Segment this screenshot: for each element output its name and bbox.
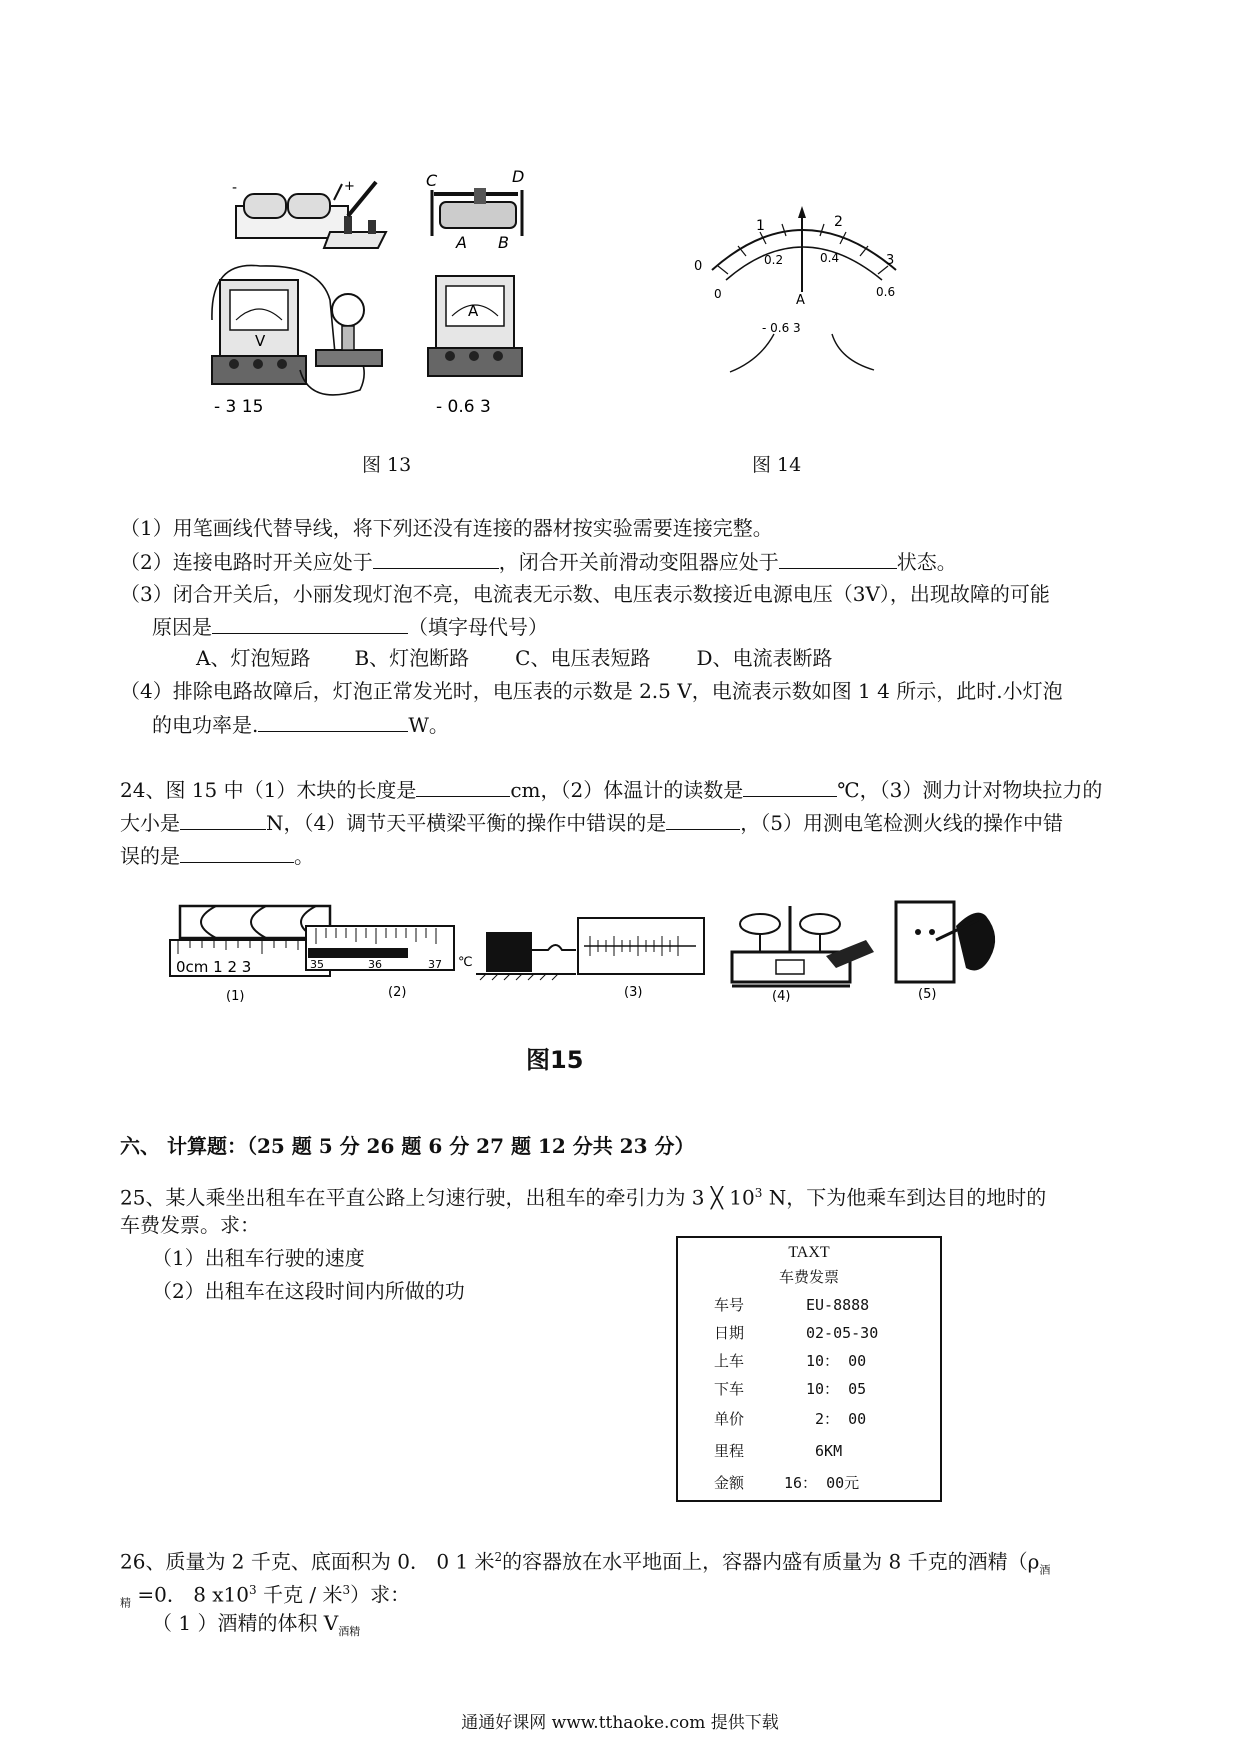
q25-sub2: （2）出租车在这段时间内所做的功 [152,1279,465,1303]
receipt-row: 下车 10： 05 [714,1380,867,1398]
answer-blank[interactable] [212,613,408,634]
q24-line2: 大小是 N，（4）调节天平横梁平衡的操作中错误的是 ，（5）用测电笔检测火线的操作中错 [120,811,1063,835]
footer-credit: 通通好课网 www.tthaoke.com 提供下载 [461,1713,779,1733]
option-d: D、电流表断路 [696,646,833,670]
rheostat-label-b: B [498,233,509,252]
spring-scale-icon [476,918,704,980]
voltmeter-terminals: - 3 15 [214,397,264,417]
balance-icon [732,906,874,986]
figure-15 [166,896,1086,1016]
dial-bottom-0: 0 [714,287,722,301]
option-b: B、灯泡断路 [354,646,470,670]
q26-sub1: （ 1 ）酒精的体积 $V_{酒精}$ [152,1611,361,1638]
q24-line1: 24、图 15 中（1）木块的长度是 cm，（2）体温计的读数是 ℃，（3）测力计对物块拉力的 [120,778,1103,802]
therm-unit: ℃ [458,955,473,970]
q25-line1: 25、某人乘坐出租车在平直公路上匀速行驶，出租车的牵引力为 3 ╳ $10^3$ N，下为他乘车到达目的地时的 [120,1185,1047,1210]
ruler-scale-label: 0cm 1 2 3 [176,958,252,976]
dial-bottom-06: 0.6 [876,285,896,299]
dial-top-0: 0 [694,259,703,274]
receipt-subtitle: 车费发票 [778,1268,839,1286]
fig15-sub-5: (5) [918,987,937,1002]
ammeter-icon [428,276,522,376]
rheostat-icon [432,188,522,236]
fig13-caption: 图 13 [362,454,412,476]
q23-part3-line2: 原因是 （填字母代号） [152,615,548,639]
voltmeter-v-label: V [255,332,266,350]
answer-blank[interactable] [373,548,499,569]
fig15-sub-3: (3) [624,985,643,1000]
q23-options [196,645,833,671]
dial-top-2: 2 [834,214,843,230]
receipt-title: TAXT [788,1244,830,1261]
battery-minus-label: - [232,180,238,196]
answer-blank[interactable] [180,842,294,863]
section6-title: 六、 计算题：（25 题 5 分 26 题 6 分 27 题 12 分共 23 分） [120,1134,695,1158]
figure-14 [690,200,930,380]
dial-top-1: 1 [756,218,765,234]
lamp-icon [316,294,382,366]
thermometer-icon [306,926,473,971]
dial-bottom-04: 0.4 [820,251,840,265]
receipt-row: 日期 02-05-30 [714,1324,879,1342]
fig15-sub-2: (2) [388,985,407,1000]
receipt-row: 车号 EU-8888 [714,1296,870,1314]
therm-tick-36: 36 [368,958,382,971]
option-c: C、电压表短路 [515,646,651,670]
test-pen-icon [896,902,995,982]
receipt-row: 上车 10： 00 [714,1352,867,1370]
dial-unit: A [796,293,805,308]
answer-blank[interactable] [258,711,408,732]
q25-sub1: （1）出租车行驶的速度 [152,1246,365,1270]
rheostat-label-c: C [426,171,438,190]
q23-part2: （2）连接电路时开关应处于 ，闭合开关前滑动变阻器应处于 状态。 [120,550,957,574]
fig15-sub-1: (1) [226,989,245,1004]
receipt-row: 单价 2： 00 [714,1410,867,1428]
fig14-caption: 图 14 [752,454,802,476]
q25-line2: 车费发票。求： [120,1213,260,1237]
rheostat-label-d: D [512,167,525,186]
option-a: A、灯泡短路 [196,646,311,670]
taxi-receipt [676,1236,942,1502]
q23-part1: （1）用笔画线代替导线，将下列还没有连接的器材按实验需要连接完整。 [120,516,773,540]
battery-icon [236,184,348,238]
answer-blank[interactable] [416,776,510,797]
battery-plus-label: + [344,179,355,194]
q26-line1: 26、质量为 2 千克、底面积为 0． 0 1 米$^2$的容器放在水平地面上，容器内盛有质量为 8 千克的酒精（$\rho_酒$ [120,1549,1051,1577]
q26-line2: $_精$ =0． 8 $x10^3$ 千克 / 米$^3$）求： [120,1582,411,1610]
answer-blank[interactable] [743,776,837,797]
q23-part3-line1: （3）闭合开关后，小丽发现灯泡不亮，电流表无示数、电压表示数接近电源电压（3V），出现故障的可能 [120,582,1050,606]
fig15-caption: 图15 [526,1046,584,1074]
receipt-row: 金额 16： 00元 [714,1474,860,1492]
dial-bottom-02: 0.2 [764,253,784,267]
dial-terminals: - 0.6 3 [762,321,801,335]
q24-line3: 误的是 。 [120,844,314,868]
ammeter-a-label: A [468,302,479,320]
figure-13 [200,167,620,430]
rheostat-label-a: A [456,233,467,252]
therm-tick-37: 37 [428,958,442,971]
q23-part4-line2: 的电功率是. W。 [152,713,449,737]
ammeter-terminals: - 0.6 3 [436,397,491,417]
dial-top-3: 3 [886,253,895,268]
answer-blank[interactable] [779,548,897,569]
receipt-row: 里程 6KM [714,1442,843,1460]
q23-part4-line1: （4）排除电路故障后，灯泡正常发光时，电压表的示数是 2.5 V，电流表示数如图 1 4 所示，此时.小灯泡 [120,679,1063,703]
answer-blank[interactable] [666,809,740,830]
answer-blank[interactable] [180,809,266,830]
therm-tick-35: 35 [310,958,324,971]
fig15-sub-4: (4) [772,989,791,1004]
